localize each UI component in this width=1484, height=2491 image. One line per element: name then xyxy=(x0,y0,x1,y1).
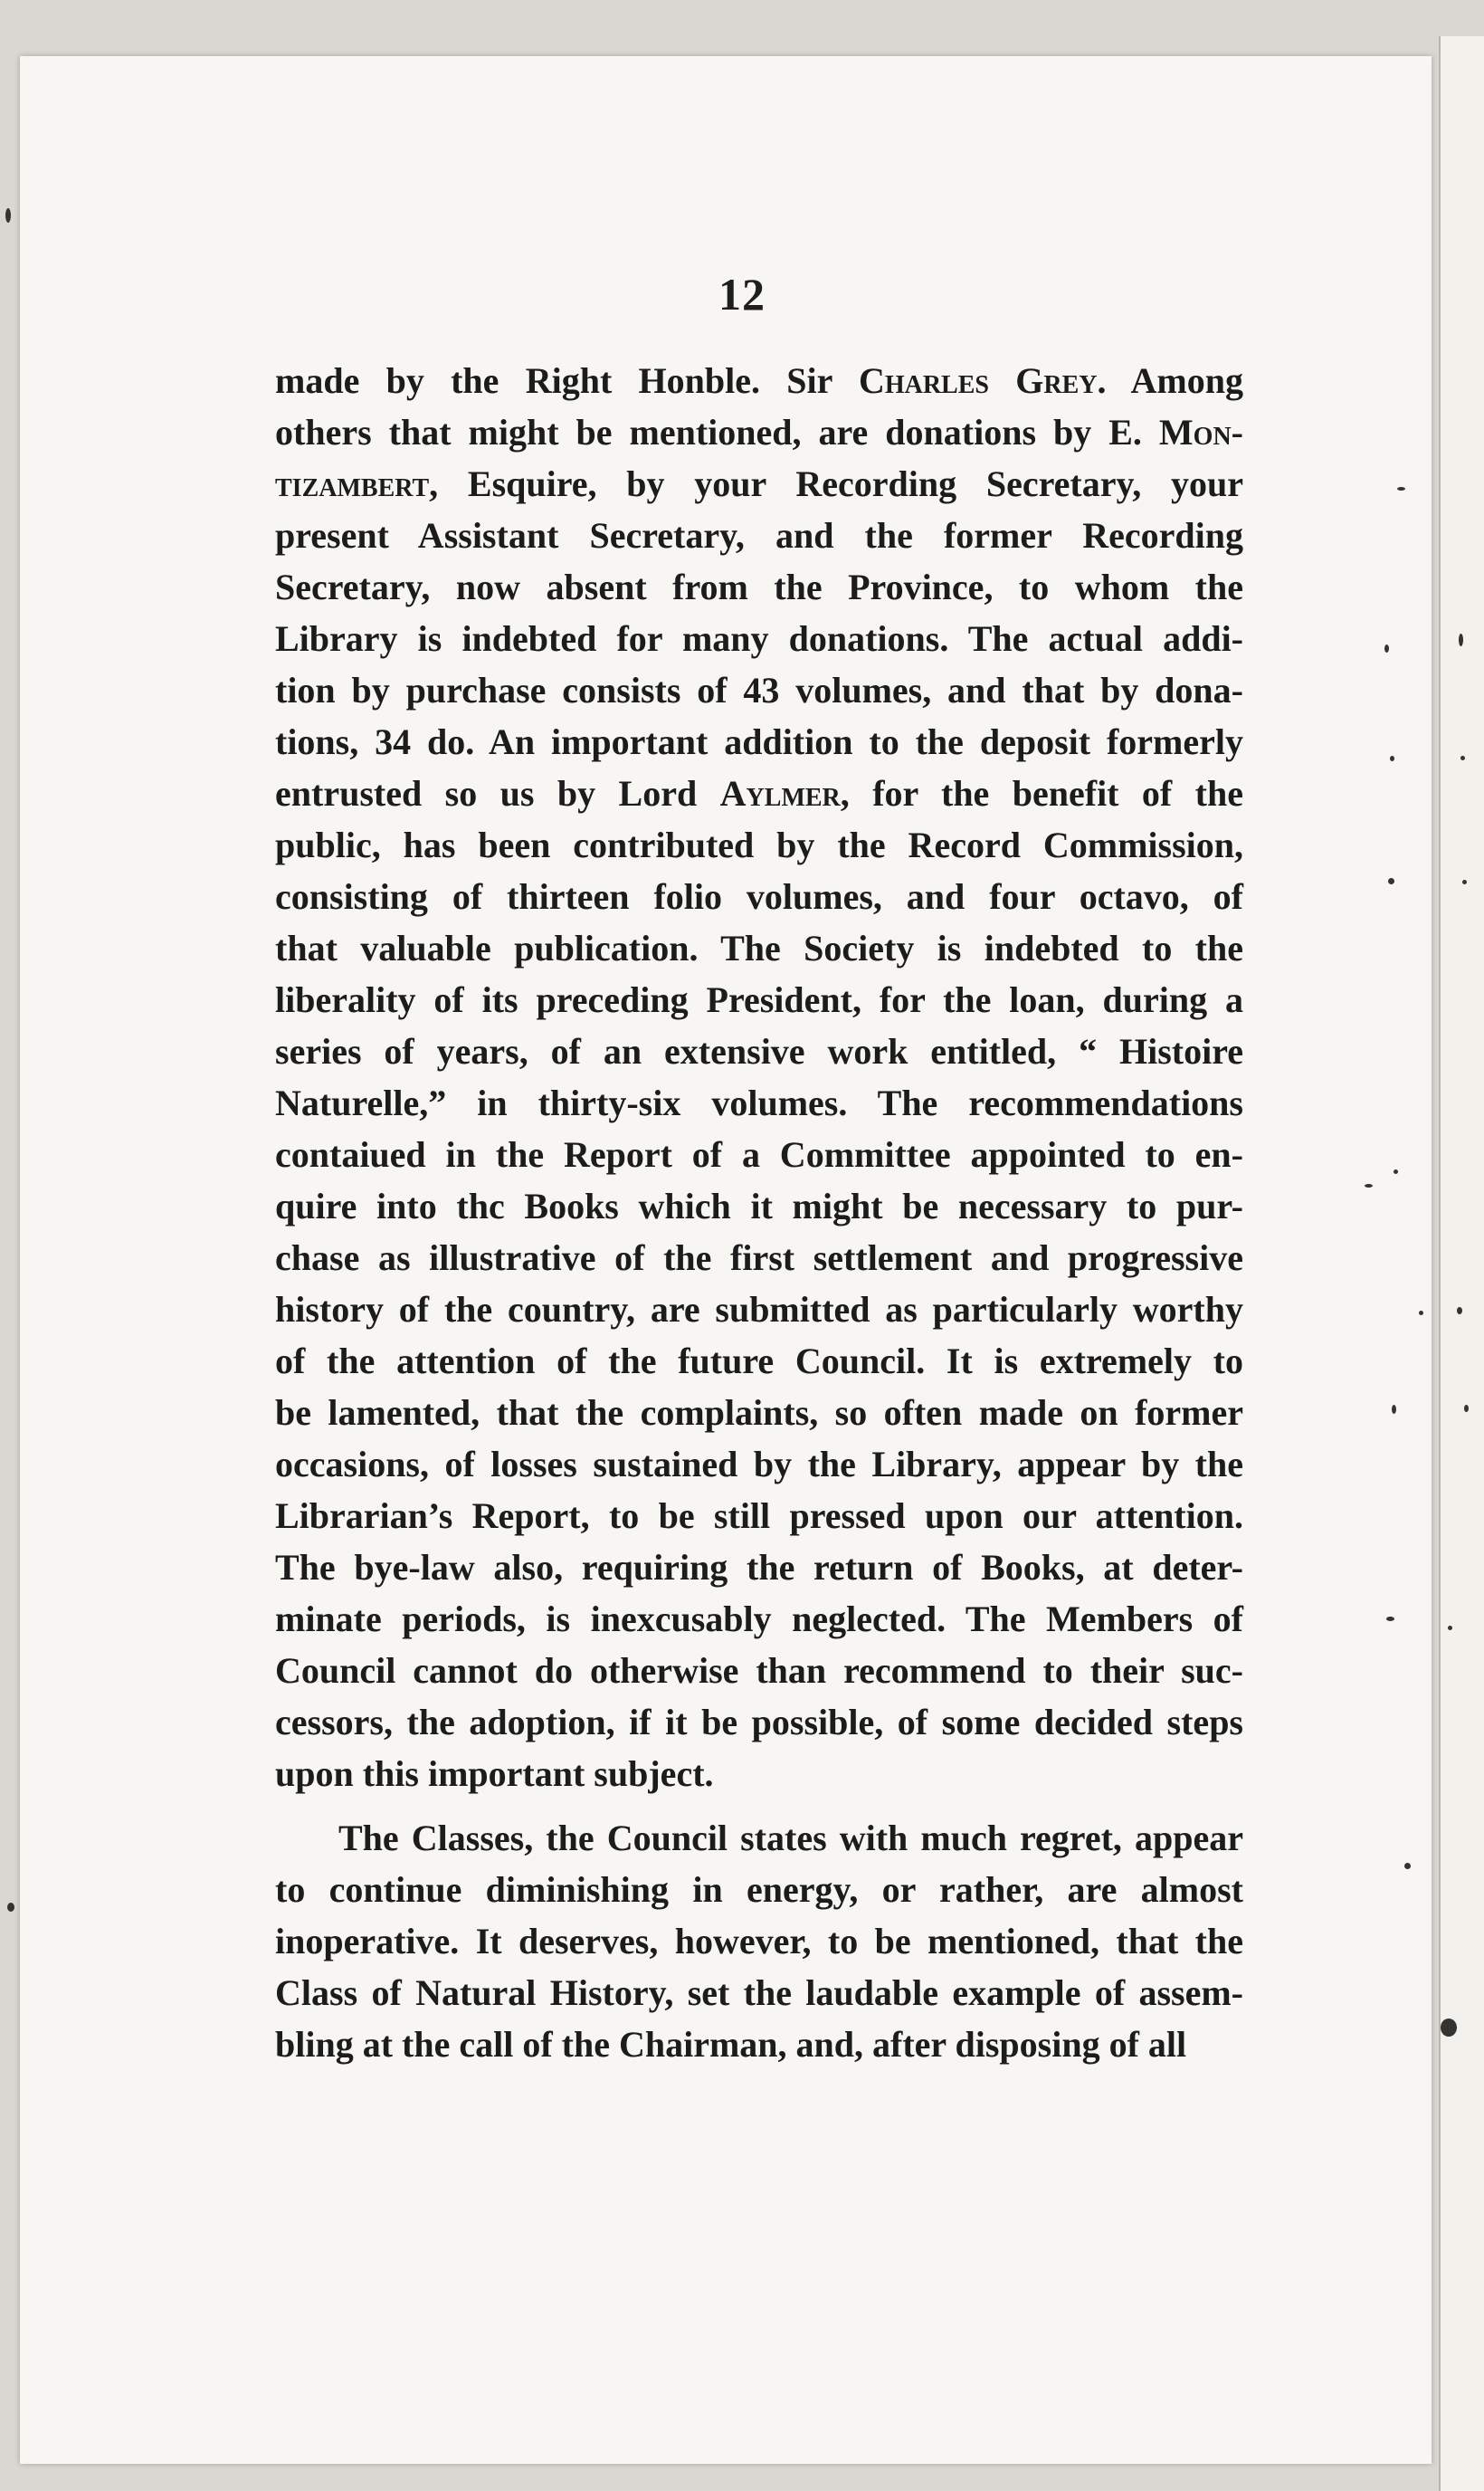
text-segment: , for the benefit of the xyxy=(840,773,1243,814)
text-segment: liberality of its preceding President, for the loan, during a xyxy=(275,979,1243,1020)
text-segment: public, has been contributed by the Record Commission, xyxy=(275,825,1243,865)
scan-speck xyxy=(5,208,11,223)
text-segment: that valuable publication. The Society is indebted to the xyxy=(275,928,1243,969)
scan-speck xyxy=(1386,1617,1394,1621)
text-line xyxy=(275,1864,1243,1915)
scan-speck xyxy=(1390,756,1394,761)
text-line xyxy=(275,871,1243,922)
page-number: 12 xyxy=(718,269,766,320)
text-line xyxy=(275,355,1243,406)
text-line xyxy=(275,1438,1243,1490)
text-segment: to continue diminishing in energy, or rather, are almost xyxy=(275,1869,1243,1910)
text-line xyxy=(275,406,1243,458)
text-segment: consisting of thirteen folio volumes, and four octavo, of xyxy=(275,876,1243,917)
scan-speck xyxy=(1464,1405,1469,1412)
text-segment: . Among xyxy=(1097,360,1243,401)
scan-speck xyxy=(1404,1863,1411,1869)
text-segment: contaiued in the Report of a Committee appointed to en- xyxy=(275,1134,1243,1175)
scan-speck xyxy=(1459,634,1463,646)
scan-speck xyxy=(1460,756,1465,760)
text-segment: chase as illustrative of the first settlement and progressive xyxy=(275,1237,1243,1278)
scan-speck xyxy=(1397,487,1405,491)
paragraph-gap xyxy=(275,1799,1243,1812)
text-segment: minate periods, is inexcusably neglected. The Members of xyxy=(275,1599,1243,1639)
text-line xyxy=(275,1335,1243,1387)
text-line xyxy=(275,1284,1243,1335)
scan-speck xyxy=(1392,1405,1396,1414)
text-line xyxy=(275,1232,1243,1284)
text-segment: Class of Natural History, set the laudable example of assem- xyxy=(275,1972,1243,2013)
text-line xyxy=(275,1696,1243,1748)
text-segment: be lamented, that the complaints, so often made on former xyxy=(275,1392,1243,1433)
scan-speck xyxy=(1394,1169,1398,1174)
scan-speck xyxy=(1462,880,1467,884)
text-segment: The Classes, the Council states with much regret, appear xyxy=(338,1818,1243,1858)
text-segment: upon this important subject. xyxy=(275,1753,714,1794)
text-segment: occasions, of losses sustained by the Library, appear by the xyxy=(275,1444,1243,1484)
text-line xyxy=(275,1490,1243,1541)
text-line xyxy=(275,1026,1243,1077)
text-line xyxy=(275,458,1243,510)
text-line xyxy=(275,716,1243,768)
text-segment: bling at the call of the Chairman, and, after disposing of all xyxy=(275,2024,1187,2065)
scan-speck xyxy=(1388,878,1394,884)
scan-speck xyxy=(1441,2019,1457,2037)
text-line xyxy=(275,561,1243,613)
text-segment: tions, 34 do. An important addition to the deposit formerly xyxy=(275,721,1243,762)
small-caps-name: Mon- xyxy=(1158,412,1243,453)
scan-speck xyxy=(1384,644,1389,653)
text-segment: inoperative. It deserves, however, to be mentioned, that the xyxy=(275,1921,1243,1961)
text-segment: Council cannot do otherwise than recommend to their suc- xyxy=(275,1650,1243,1691)
text-line xyxy=(275,613,1243,664)
text-segment: Secretary, now absent from the Province, to whom the xyxy=(275,567,1243,607)
text-line xyxy=(275,1180,1243,1232)
scan-speck xyxy=(1448,1626,1452,1630)
text-segment: series of years, of an extensive work entitled, “ Histoire xyxy=(275,1031,1243,1072)
text-line xyxy=(275,922,1243,974)
text-segment: cessors, the adoption, if it be possible, of some decided steps xyxy=(275,1702,1243,1742)
text-segment: of the attention of the future Council. It is extremely to xyxy=(275,1341,1243,1381)
small-caps-name: Charles Grey xyxy=(858,360,1098,401)
text-segment: Naturelle,” in thirty-six volumes. The recommendations xyxy=(275,1083,1243,1123)
text-line xyxy=(275,664,1243,716)
text-line xyxy=(275,1541,1243,1593)
text-line xyxy=(275,1915,1243,1967)
text-segment: others that might be mentioned, are donations by E. xyxy=(275,412,1159,453)
text-line xyxy=(275,1748,1243,1799)
text-segment: made by the Right Honble. Sir xyxy=(275,360,859,401)
text-line xyxy=(275,1387,1243,1438)
text-line xyxy=(275,974,1243,1026)
text-line xyxy=(275,1645,1243,1696)
text-segment: tion by purchase consists of 43 volumes, and that by dona- xyxy=(275,670,1243,711)
adjacent-page-edge xyxy=(1439,36,1484,2491)
text-line xyxy=(275,1077,1243,1129)
body-text xyxy=(275,355,1243,2070)
text-segment: Librarian’s Report, to be still pressed upon our attention. xyxy=(275,1495,1243,1536)
scan-speck xyxy=(1365,1184,1373,1188)
text-segment: history of the country, are submitted as particularly worthy xyxy=(275,1289,1243,1330)
text-segment: The bye-law also, requiring the return of Books, at deter- xyxy=(275,1547,1243,1588)
text-line xyxy=(275,2019,1243,2070)
text-segment: quire into thc Books which it might be necessary to pur- xyxy=(275,1186,1243,1226)
text-line xyxy=(275,1812,1243,1864)
small-caps-name: Aylmer xyxy=(719,773,841,814)
text-segment: , Esquire, by your Recording Secretary, your xyxy=(429,463,1243,504)
scan-speck xyxy=(1419,1311,1423,1315)
text-segment: present Assistant Secretary, and the former Recording xyxy=(275,515,1243,556)
scan-speck xyxy=(7,1903,14,1912)
text-line xyxy=(275,768,1243,819)
text-line xyxy=(275,510,1243,561)
text-segment: entrusted so us by Lord xyxy=(275,773,720,814)
text-line xyxy=(275,819,1243,871)
text-line xyxy=(275,1593,1243,1645)
text-segment: Library is indebted for many donations. The actual addi- xyxy=(275,618,1243,659)
text-line xyxy=(275,1129,1243,1180)
small-caps-name: tizambert xyxy=(275,463,430,504)
scan-speck xyxy=(1457,1307,1462,1314)
text-line xyxy=(275,1967,1243,2019)
